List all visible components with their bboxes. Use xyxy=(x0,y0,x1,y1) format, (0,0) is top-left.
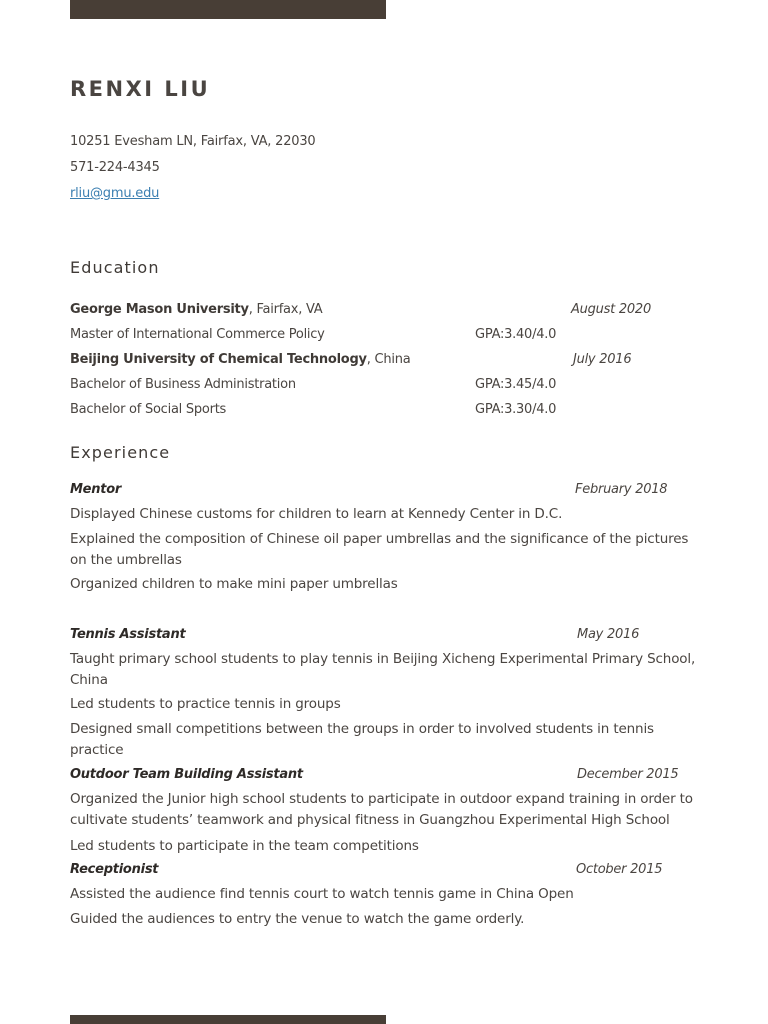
job-duty: Led students to participate in the team competitions xyxy=(70,838,419,854)
job-date: May 2016 xyxy=(577,627,640,642)
job-role: Mentor xyxy=(70,482,122,497)
school-date: August 2020 xyxy=(571,302,651,317)
job-duty: Organized children to make mini paper umbrellas xyxy=(70,576,398,592)
bottom-accent-bar xyxy=(70,1015,386,1024)
job-duty: Organized the Junior high school students to participate in outdoor expand training in order to cultivate students’ teamwork and physical fitness in Guangzhou Experimental High School xyxy=(70,791,693,828)
job-duty: Led students to practice tennis in groups xyxy=(70,696,341,712)
phone-text: 571-224-4345 xyxy=(70,160,160,175)
school-name: George Mason University xyxy=(70,302,249,317)
email-link[interactable]: rliu@gmu.edu xyxy=(70,186,160,201)
gpa-text: GPA:3.45/4.0 xyxy=(475,377,557,392)
gpa-text: GPA:3.40/4.0 xyxy=(475,327,557,342)
top-accent-bar xyxy=(70,0,386,19)
job-duty: Assisted the audience find tennis court to watch tennis game in China Open xyxy=(70,886,574,902)
degree-row: Master of International Commerce Policy xyxy=(70,327,325,342)
job-duty: Displayed Chinese customs for children to learn at Kennedy Center in D.C. xyxy=(70,506,563,522)
education-heading: Education xyxy=(70,258,160,277)
candidate-name: RENXI LIU xyxy=(70,77,211,101)
job-role: Receptionist xyxy=(70,862,159,877)
degree-row: Bachelor of Social Sports xyxy=(70,402,227,417)
job-date: October 2015 xyxy=(576,862,663,877)
school-location: , Fairfax, VA xyxy=(248,302,323,317)
experience-heading: Experience xyxy=(70,443,171,462)
address-text: 10251 Evesham LN, Fairfax, VA, 22030 xyxy=(70,134,316,149)
job-duty: Taught primary school students to play tennis in Beijing Xicheng Experimental Primary School, China xyxy=(70,651,696,688)
job-duty: Explained the composition of Chinese oil paper umbrellas and the significance of the pictures on the umbrellas xyxy=(70,531,689,568)
job-duty: Guided the audiences to entry the venue to watch the game orderly. xyxy=(70,911,525,927)
school-name: Beijing University of Chemical Technology xyxy=(70,352,367,367)
job-duty: Designed small competitions between the groups in order to involved students in tennis practice xyxy=(70,721,654,758)
job-role: Tennis Assistant xyxy=(70,627,186,642)
school-location: , China xyxy=(366,352,411,367)
degree-row: Bachelor of Business Administration xyxy=(70,377,296,392)
job-date: February 2018 xyxy=(575,482,668,497)
job-date: December 2015 xyxy=(577,767,679,782)
school-date: July 2016 xyxy=(573,352,632,367)
gpa-text: GPA:3.30/4.0 xyxy=(475,402,557,417)
job-role: Outdoor Team Building Assistant xyxy=(70,767,303,782)
